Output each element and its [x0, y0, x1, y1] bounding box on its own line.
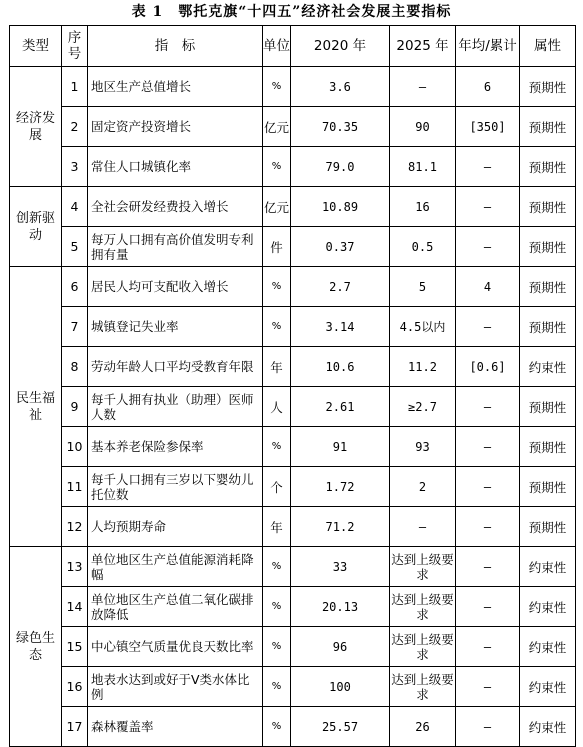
- table-row: [10, 347, 576, 387]
- indicator-cell: 人均预期寿命: [88, 507, 263, 547]
- attribute-cell: 约束性: [520, 547, 576, 587]
- value-2020-cell: 91: [291, 427, 390, 467]
- row-number: 4: [62, 187, 88, 227]
- unit-cell: 年: [263, 507, 291, 547]
- row-number: 13: [62, 547, 88, 587]
- indicator-cell: 基本养老保险参保率: [88, 427, 263, 467]
- value-2020-cell: 10.89: [291, 187, 390, 227]
- table-row: [10, 387, 576, 427]
- attribute-cell: 预期性: [520, 427, 576, 467]
- indicator-cell: 劳动年龄人口平均受教育年限: [88, 347, 263, 387]
- value-2020-cell: 3.14: [291, 307, 390, 347]
- value-2025-cell: 16: [390, 187, 456, 227]
- attribute-cell: 约束性: [520, 627, 576, 667]
- row-number: 3: [62, 147, 88, 187]
- average-cell: –: [456, 187, 520, 227]
- value-2025-cell: 81.1: [390, 147, 456, 187]
- row-number: 2: [62, 107, 88, 147]
- indicator-cell: 城镇登记失业率: [88, 307, 263, 347]
- value-2020-cell: 25.57: [291, 707, 390, 747]
- table-row: [10, 107, 576, 147]
- indicator-cell: 每万人口拥有高价值发明专利拥有量: [88, 227, 263, 267]
- category-cell: 经济发展: [10, 67, 62, 187]
- unit-cell: %: [263, 147, 291, 187]
- attribute-cell: 预期性: [520, 267, 576, 307]
- indicator-cell: 地区生产总值增长: [88, 67, 263, 107]
- indicator-cell: 每千人拥有执业（助理）医师人数: [88, 387, 263, 427]
- unit-cell: %: [263, 707, 291, 747]
- header-no: 序号: [62, 26, 88, 67]
- indicator-cell: 森林覆盖率: [88, 707, 263, 747]
- average-cell: [0.6]: [456, 347, 520, 387]
- category-cell: 民生福祉: [10, 267, 62, 547]
- attribute-cell: 预期性: [520, 307, 576, 347]
- table-row: [10, 227, 576, 267]
- average-cell: –: [456, 547, 520, 587]
- value-2020-cell: 71.2: [291, 507, 390, 547]
- unit-cell: %: [263, 267, 291, 307]
- indicator-cell: 居民人均可支配收入增长: [88, 267, 263, 307]
- average-cell: 6: [456, 67, 520, 107]
- value-2025-cell: 93: [390, 427, 456, 467]
- indicator-cell: 每千人口拥有三岁以下婴幼儿托位数: [88, 467, 263, 507]
- attribute-cell: 预期性: [520, 467, 576, 507]
- average-cell: 4: [456, 267, 520, 307]
- row-number: 11: [62, 467, 88, 507]
- row-number: 6: [62, 267, 88, 307]
- table-row: [10, 67, 576, 107]
- table-row: [10, 707, 576, 747]
- indicator-cell: 单位地区生产总值能源消耗降幅: [88, 547, 263, 587]
- indicator-cell: 地表水达到或好于Ⅴ类水体比例: [88, 667, 263, 707]
- value-2025-cell: 90: [390, 107, 456, 147]
- unit-cell: %: [263, 667, 291, 707]
- header-indicator: 指 标: [88, 26, 263, 67]
- value-2020-cell: 1.72: [291, 467, 390, 507]
- value-2020-cell: 2.7: [291, 267, 390, 307]
- average-cell: –: [456, 147, 520, 187]
- row-number: 10: [62, 427, 88, 467]
- attribute-cell: 约束性: [520, 587, 576, 627]
- value-2025-cell: 4.5以内: [390, 307, 456, 347]
- header-average: 年均/累计: [456, 26, 520, 67]
- unit-cell: 亿元: [263, 107, 291, 147]
- attribute-cell: 预期性: [520, 107, 576, 147]
- row-number: 16: [62, 667, 88, 707]
- table-row: [10, 587, 576, 627]
- table-row: [10, 187, 576, 227]
- value-2020-cell: 96: [291, 627, 390, 667]
- unit-cell: 个: [263, 467, 291, 507]
- table-row: [10, 307, 576, 347]
- unit-cell: %: [263, 627, 291, 667]
- unit-cell: 人: [263, 387, 291, 427]
- value-2025-cell: ≥2.7: [390, 387, 456, 427]
- attribute-cell: 约束性: [520, 667, 576, 707]
- indicator-cell: 固定资产投资增长: [88, 107, 263, 147]
- average-cell: –: [456, 587, 520, 627]
- table-row: [10, 507, 576, 547]
- value-2025-cell: 达到上级要求: [390, 587, 456, 627]
- indicator-cell: 全社会研发经费投入增长: [88, 187, 263, 227]
- unit-cell: %: [263, 67, 291, 107]
- attribute-cell: 约束性: [520, 347, 576, 387]
- row-number: 9: [62, 387, 88, 427]
- attribute-cell: 预期性: [520, 187, 576, 227]
- row-number: 7: [62, 307, 88, 347]
- unit-cell: 年: [263, 347, 291, 387]
- value-2020-cell: 33: [291, 547, 390, 587]
- value-2020-cell: 20.13: [291, 587, 390, 627]
- row-number: 5: [62, 227, 88, 267]
- value-2025-cell: 达到上级要求: [390, 667, 456, 707]
- average-cell: –: [456, 227, 520, 267]
- attribute-cell: 预期性: [520, 147, 576, 187]
- average-cell: –: [456, 507, 520, 547]
- indicator-cell: 常住人口城镇化率: [88, 147, 263, 187]
- header-attribute: 属性: [520, 26, 576, 67]
- row-number: 14: [62, 587, 88, 627]
- value-2025-cell: –: [390, 507, 456, 547]
- category-cell: 创新驱动: [10, 187, 62, 267]
- row-number: 15: [62, 627, 88, 667]
- table-row: [10, 667, 576, 707]
- attribute-cell: 预期性: [520, 227, 576, 267]
- value-2025-cell: –: [390, 67, 456, 107]
- attribute-cell: 预期性: [520, 507, 576, 547]
- value-2020-cell: 10.6: [291, 347, 390, 387]
- value-2025-cell: 26: [390, 707, 456, 747]
- unit-cell: %: [263, 547, 291, 587]
- average-cell: –: [456, 707, 520, 747]
- value-2020-cell: 70.35: [291, 107, 390, 147]
- value-2025-cell: 11.2: [390, 347, 456, 387]
- value-2025-cell: 达到上级要求: [390, 627, 456, 667]
- value-2025-cell: 2: [390, 467, 456, 507]
- table-row: [10, 547, 576, 587]
- table-row: [10, 627, 576, 667]
- unit-cell: %: [263, 427, 291, 467]
- table-row: [10, 427, 576, 467]
- average-cell: [350]: [456, 107, 520, 147]
- header-2025: 2025 年: [390, 26, 456, 67]
- indicator-cell: 中心镇空气质量优良天数比率: [88, 627, 263, 667]
- average-cell: –: [456, 427, 520, 467]
- value-2020-cell: 79.0: [291, 147, 390, 187]
- header-row: [10, 26, 576, 67]
- value-2025-cell: 0.5: [390, 227, 456, 267]
- header-category: 类型: [10, 26, 62, 67]
- indicator-cell: 单位地区生产总值二氧化碳排放降低: [88, 587, 263, 627]
- row-number: 8: [62, 347, 88, 387]
- average-cell: –: [456, 467, 520, 507]
- average-cell: –: [456, 307, 520, 347]
- unit-cell: %: [263, 587, 291, 627]
- average-cell: –: [456, 627, 520, 667]
- unit-cell: 件: [263, 227, 291, 267]
- average-cell: –: [456, 387, 520, 427]
- unit-cell: 亿元: [263, 187, 291, 227]
- category-cell: 绿色生态: [10, 547, 62, 747]
- average-cell: –: [456, 667, 520, 707]
- value-2020-cell: 0.37: [291, 227, 390, 267]
- value-2020-cell: 2.61: [291, 387, 390, 427]
- value-2025-cell: 5: [390, 267, 456, 307]
- value-2025-cell: 达到上级要求: [390, 547, 456, 587]
- unit-cell: %: [263, 307, 291, 347]
- header-2020: 2020 年: [291, 26, 390, 67]
- table-row: [10, 267, 576, 307]
- row-number: 12: [62, 507, 88, 547]
- table-row: [10, 147, 576, 187]
- value-2020-cell: 100: [291, 667, 390, 707]
- row-number: 17: [62, 707, 88, 747]
- value-2020-cell: 3.6: [291, 67, 390, 107]
- table-title: 表 1 鄂托克旗“十四五”经济社会发展主要指标: [131, 4, 452, 20]
- attribute-cell: 预期性: [520, 387, 576, 427]
- row-number: 1: [62, 67, 88, 107]
- attribute-cell: 约束性: [520, 707, 576, 747]
- indicators-table: [9, 25, 576, 747]
- header-unit: 单位: [263, 26, 291, 67]
- table-row: [10, 467, 576, 507]
- attribute-cell: 预期性: [520, 67, 576, 107]
